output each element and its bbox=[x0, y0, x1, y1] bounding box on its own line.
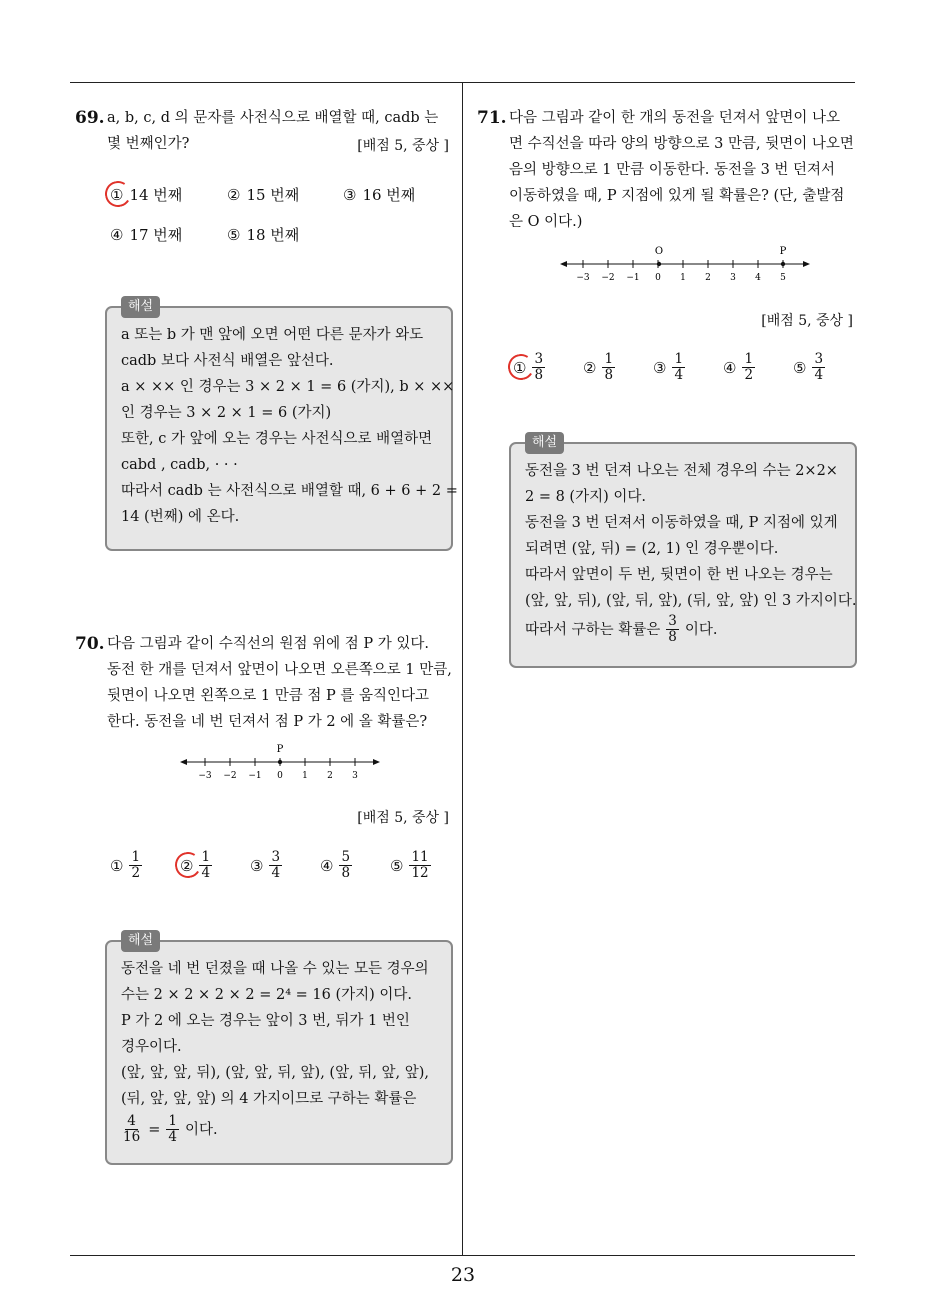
choice-1[interactable] bbox=[110, 850, 142, 881]
choice-5[interactable] bbox=[227, 224, 299, 245]
choice-1[interactable] bbox=[110, 184, 182, 205]
choice-5[interactable] bbox=[390, 850, 431, 881]
problem-number: 71. bbox=[477, 108, 507, 128]
choice-fraction: $\frac{1}{2}$ bbox=[744, 351, 754, 383]
choice-fraction: $\frac{5}{8}$ bbox=[341, 849, 351, 881]
problem-71 bbox=[477, 105, 857, 240]
tick-label: 3 bbox=[352, 771, 358, 781]
choice-fraction: $\frac{1}{2}$ bbox=[131, 849, 141, 881]
solution-tag: 해설 bbox=[121, 296, 160, 318]
choice-mark: ③ bbox=[250, 856, 264, 875]
page-number: 23 bbox=[450, 1264, 476, 1286]
problem-line: 음의 방향으로 1 만큼 이동한다. 동전을 3 번 던져서 bbox=[509, 162, 836, 178]
problem-number: 70. bbox=[75, 634, 105, 654]
solution-tail: 이다. bbox=[184, 1121, 218, 1138]
problem-text bbox=[107, 631, 453, 735]
solution-line: 따라서 앞면이 두 번, 뒷면이 한 번 나오는 경우는 bbox=[525, 567, 833, 583]
solution-line: cabd , cadb, · · · bbox=[121, 457, 238, 473]
choice-mark: ① bbox=[110, 856, 124, 875]
problem-line: 다음 그림과 같이 수직선의 원점 위에 점 P 가 있다. bbox=[107, 636, 429, 652]
solution-tail: 이다. bbox=[684, 621, 718, 638]
solution-line: 수는 2 × 2 × 2 × 2 = 2⁴ = 16 (가지) 이다. bbox=[121, 987, 413, 1003]
solution-box-70 bbox=[105, 933, 453, 1165]
tick-label: −3 bbox=[198, 771, 212, 781]
choice-fraction: $\frac{1}{4}$ bbox=[201, 849, 211, 881]
solution-line: 동전을 3 번 던져 나오는 전체 경우의 수는 2×2× bbox=[525, 463, 838, 479]
solution-box-71 bbox=[509, 435, 857, 668]
choice-mark: ① bbox=[110, 185, 124, 204]
points-label: [배점 5, 중상 ] bbox=[357, 810, 449, 826]
solution-tag: 해설 bbox=[121, 930, 160, 952]
solution-line: (뒤, 앞, 앞, 앞) 의 4 가지이므로 구하는 확률은 bbox=[121, 1091, 417, 1107]
choice-mark: ④ bbox=[110, 225, 124, 244]
choice-mark: ② bbox=[583, 358, 597, 377]
choice-mark: ② bbox=[227, 185, 241, 204]
solution-line: P 가 2 에 오는 경우는 앞이 3 번, 뒤가 1 번인 bbox=[121, 1013, 410, 1029]
bottom-rule bbox=[70, 1255, 855, 1256]
problem-line: 동전 한 개를 던져서 앞면이 나오면 오른쪽으로 1 만큼, bbox=[107, 662, 452, 678]
solution-line: (앞, 앞, 뒤), (앞, 뒤, 앞), (뒤, 앞, 앞) 인 3 가지이다. bbox=[525, 593, 857, 609]
solution-line: 14 (번째) 에 온다. bbox=[121, 509, 240, 525]
tick-label: 3 bbox=[730, 273, 736, 283]
choice-text: 16 번째 bbox=[362, 186, 416, 204]
problem-line: 몇 번째인가? bbox=[107, 136, 190, 152]
problem-line: 이동하였을 때, P 지점에 있게 될 확률은? (단, 출발점 bbox=[509, 188, 845, 204]
column-divider bbox=[462, 82, 463, 1255]
problem-line: 다음 그림과 같이 한 개의 동전을 던져서 앞면이 나오 bbox=[509, 110, 841, 126]
solution-tag: 해설 bbox=[525, 432, 564, 454]
choice-mark: ⑤ bbox=[793, 358, 807, 377]
solution-fraction: $\frac{1}{4}$ bbox=[168, 1113, 177, 1145]
choice-fraction: $\frac{1}{4}$ bbox=[674, 351, 684, 383]
tick-label: −3 bbox=[576, 273, 590, 283]
solution-line: 경우이다. bbox=[121, 1039, 182, 1055]
choice-2[interactable] bbox=[227, 184, 299, 205]
choice-2[interactable] bbox=[583, 352, 615, 383]
choice-text: 14 번째 bbox=[129, 186, 183, 204]
tick-label: −1 bbox=[626, 273, 640, 283]
choice-5[interactable] bbox=[793, 352, 825, 383]
choice-mark: ④ bbox=[723, 358, 737, 377]
choice-3[interactable] bbox=[250, 850, 282, 881]
choice-fraction: $\frac{3}{4}$ bbox=[271, 849, 281, 881]
number-line-70 bbox=[180, 740, 380, 784]
choice-4[interactable] bbox=[723, 352, 755, 383]
tick-label: 1 bbox=[680, 273, 686, 283]
problem-line: 면 수직선을 따라 양의 방향으로 3 만큼, 뒷면이 나오면 bbox=[509, 136, 854, 152]
choice-fraction: $\frac{3}{8}$ bbox=[534, 351, 544, 383]
choice-1[interactable] bbox=[513, 352, 545, 383]
tick-label: 5 bbox=[780, 273, 786, 283]
choice-mark: ⑤ bbox=[390, 856, 404, 875]
problem-line: 뒷면이 나오면 왼쪽으로 1 만큼 점 P 를 움직인다고 bbox=[107, 688, 429, 704]
choice-text: 18 번째 bbox=[246, 226, 300, 244]
tick-label: 4 bbox=[755, 273, 761, 283]
solution-line: cadb 보다 사전식 배열은 앞선다. bbox=[121, 353, 334, 369]
problem-line: 한다. 동전을 네 번 던져서 점 P 가 2 에 올 확률은? bbox=[107, 714, 428, 730]
choice-fraction: $\frac{3}{4}$ bbox=[814, 351, 824, 383]
tick-label: 2 bbox=[327, 771, 333, 781]
point-o-label: O bbox=[654, 246, 664, 257]
point-p-label: P bbox=[779, 246, 787, 257]
tick-label: 0 bbox=[277, 771, 283, 781]
problem-line: 은 O 이다.) bbox=[509, 214, 583, 230]
solution-line: a × ×× 인 경우는 3 × 2 × 1 = 6 (가지), b × ×× bbox=[121, 379, 455, 395]
solution-line: (앞, 앞, 앞, 뒤), (앞, 앞, 뒤, 앞), (앞, 뒤, 앞, 앞), bbox=[121, 1065, 430, 1081]
choice-2[interactable] bbox=[180, 850, 212, 881]
choice-text: 15 번째 bbox=[246, 186, 300, 204]
choice-4[interactable] bbox=[110, 224, 182, 245]
solution-line: a 또는 b 가 맨 앞에 오면 어떤 다른 문자가 와도 bbox=[121, 327, 424, 343]
choice-mark: ⑤ bbox=[227, 225, 241, 244]
choice-4[interactable] bbox=[320, 850, 352, 881]
solution-line: 또한, c 가 앞에 오는 경우는 사전식으로 배열하면 bbox=[121, 431, 433, 447]
choice-fraction: $\frac{1}{8}$ bbox=[604, 351, 614, 383]
solution-final-line bbox=[121, 1114, 439, 1145]
solution-line: 따라서 cadb 는 사전식으로 배열할 때, 6 + 6 + 2 = bbox=[121, 483, 458, 499]
problem-text bbox=[509, 105, 857, 235]
solution-line: 2 = 8 (가지) 이다. bbox=[525, 489, 646, 505]
choice-3[interactable] bbox=[653, 352, 685, 383]
number-line-71 bbox=[560, 242, 810, 286]
solution-line: 동전을 3 번 던져서 이동하였을 때, P 지점에 있게 bbox=[525, 515, 838, 531]
problem-70 bbox=[75, 631, 453, 741]
choice-3[interactable] bbox=[343, 184, 415, 205]
tick-label: 1 bbox=[302, 771, 308, 781]
solution-fraction: $\frac{3}{8}$ bbox=[668, 613, 677, 645]
tick-label: 0 bbox=[655, 273, 661, 283]
tick-label: 2 bbox=[705, 273, 711, 283]
choice-mark: ③ bbox=[653, 358, 667, 377]
choice-fraction: $\frac{11}{12}$ bbox=[411, 849, 429, 881]
solution-line: 되려면 (앞, 뒤) = (2, 1) 인 경우뿐이다. bbox=[525, 541, 779, 557]
solution-pre: 따라서 구하는 확률은 bbox=[525, 621, 661, 638]
problem-line: a, b, c, d 의 문자를 사전식으로 배열할 때, cadb 는 bbox=[107, 110, 439, 126]
solution-box-69 bbox=[105, 299, 458, 551]
point-p-label: P bbox=[276, 744, 284, 755]
choice-mark: ② bbox=[180, 856, 194, 875]
tick-label: −2 bbox=[223, 771, 237, 781]
solution-final-line bbox=[525, 614, 843, 645]
solution-line: 동전을 네 번 던졌을 때 나올 수 있는 모든 경우의 bbox=[121, 961, 429, 977]
tick-label: −1 bbox=[248, 771, 262, 781]
tick-label: −2 bbox=[601, 273, 615, 283]
choice-mark: ③ bbox=[343, 185, 357, 204]
choice-text: 17 번째 bbox=[129, 226, 183, 244]
problem-number: 69. bbox=[75, 108, 105, 128]
choice-mark: ④ bbox=[320, 856, 334, 875]
solution-line: 인 경우는 3 × 2 × 1 = 6 (가지) bbox=[121, 405, 332, 421]
points-label: [배점 5, 중상 ] bbox=[357, 138, 449, 154]
points-label: [배점 5, 중상 ] bbox=[761, 313, 853, 329]
solution-fraction: $\frac{4}{16}$ bbox=[123, 1113, 141, 1145]
equals-sign: = bbox=[148, 1121, 161, 1138]
choice-mark: ① bbox=[513, 358, 527, 377]
